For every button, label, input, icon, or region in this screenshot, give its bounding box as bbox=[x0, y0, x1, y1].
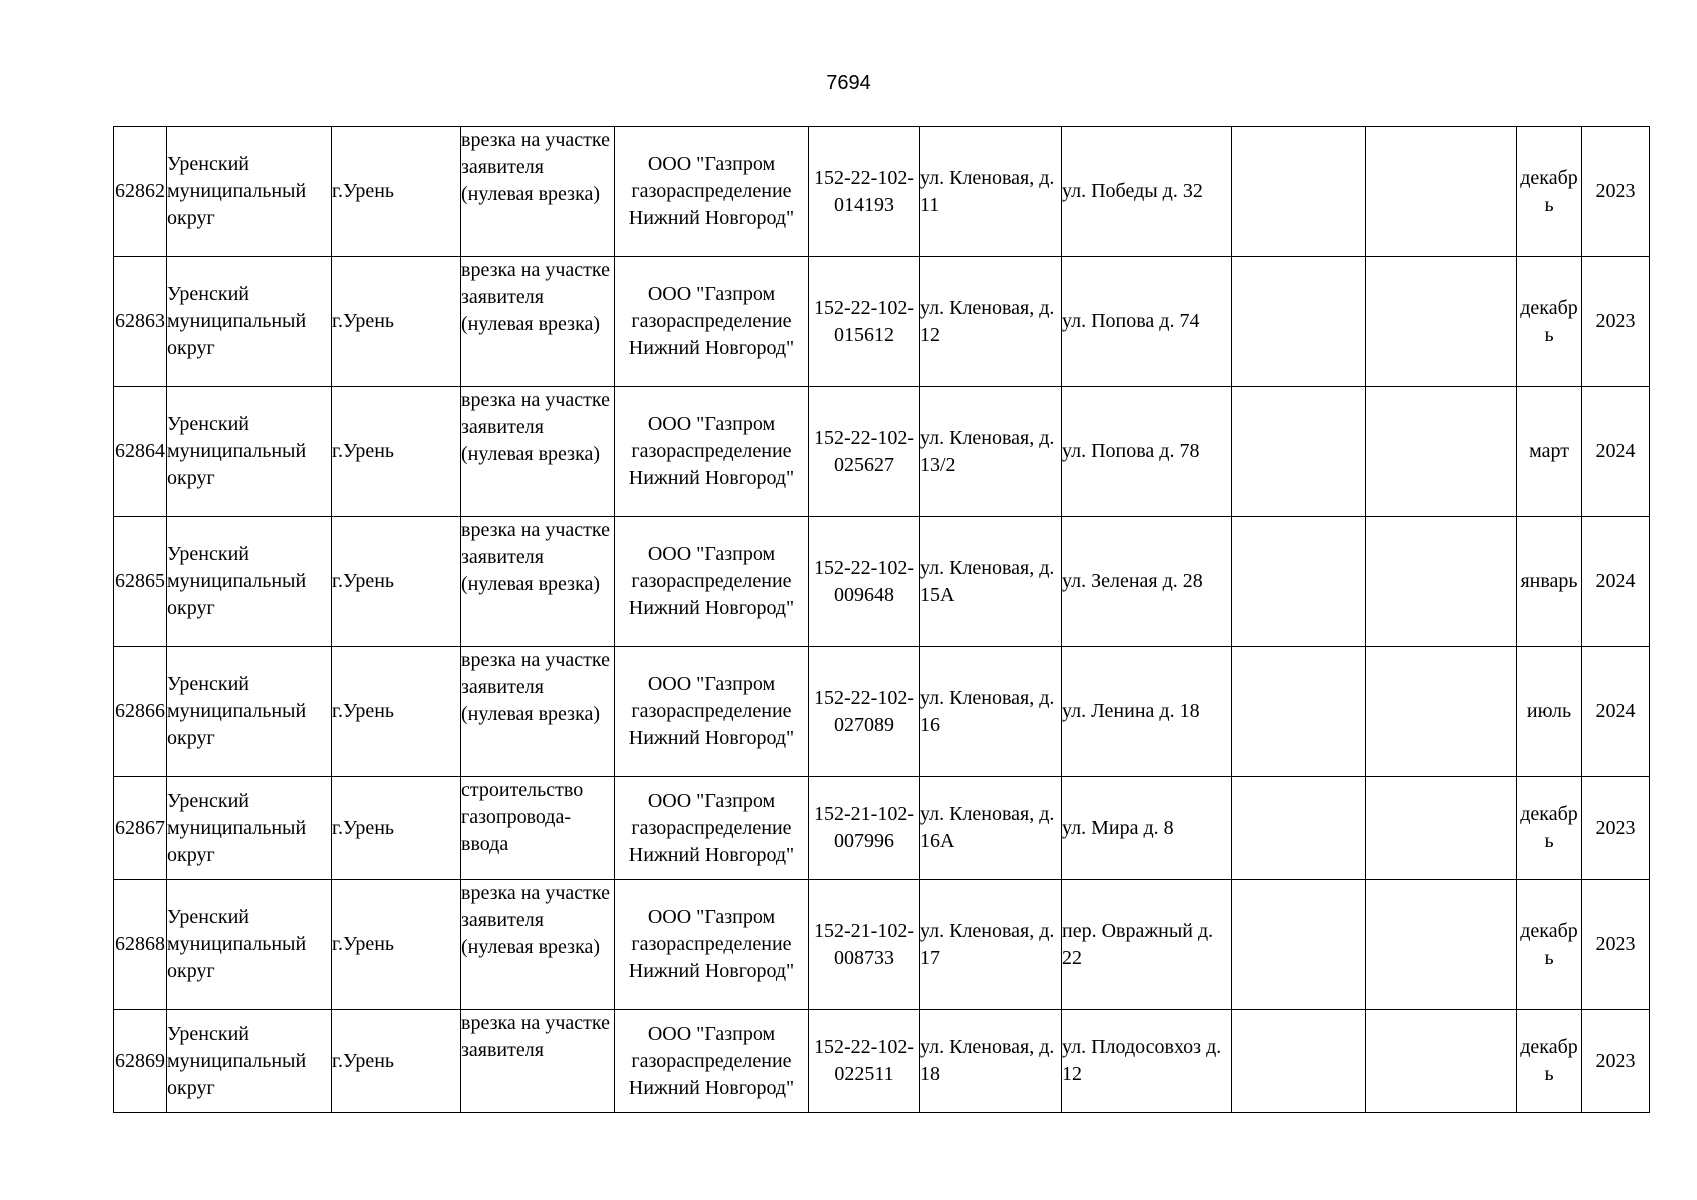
year-cell bbox=[1582, 257, 1650, 387]
empty-cell bbox=[1232, 647, 1366, 777]
row-number-text: 62866 bbox=[115, 700, 165, 722]
connection-address-text: ул. Попова д. 74 bbox=[1062, 310, 1200, 332]
connection-address-cell bbox=[1062, 517, 1232, 647]
empty-cell bbox=[1232, 777, 1366, 880]
application-code-text: 152-22-102-015612 bbox=[814, 296, 914, 346]
table-row bbox=[114, 257, 1650, 387]
application-code-cell bbox=[809, 517, 920, 647]
city-text: г.Урень bbox=[332, 570, 395, 592]
row-number-text: 62865 bbox=[115, 570, 165, 592]
district-text: Уренский муниципальный округ bbox=[167, 673, 307, 749]
empty-cell bbox=[1366, 777, 1517, 880]
empty-cell bbox=[1366, 1010, 1517, 1113]
row-number-text: 62863 bbox=[115, 310, 165, 332]
object-address-text: ул. Кленовая, д. 18 bbox=[920, 1036, 1055, 1085]
month-text: декабрь bbox=[1520, 296, 1578, 346]
table-row bbox=[114, 387, 1650, 517]
organization-cell bbox=[615, 647, 809, 777]
work-type-cell bbox=[461, 647, 615, 777]
object-address-cell bbox=[920, 257, 1062, 387]
object-address-cell bbox=[920, 777, 1062, 880]
application-code-text: 152-22-102-014193 bbox=[814, 166, 914, 216]
month-text: июль bbox=[1526, 700, 1572, 722]
month-text: декабрь bbox=[1520, 803, 1578, 852]
connection-address-cell bbox=[1062, 127, 1232, 257]
district-text: Уренский муниципальный округ bbox=[167, 283, 307, 359]
object-address-text: ул. Кленовая, д. 16 bbox=[920, 686, 1055, 736]
row-number-cell bbox=[114, 387, 167, 517]
application-code-cell bbox=[809, 127, 920, 257]
district-text: Уренский муниципальный округ bbox=[167, 543, 307, 619]
object-address-cell bbox=[920, 880, 1062, 1010]
city-text: г.Урень bbox=[332, 1049, 395, 1072]
empty-cell bbox=[1366, 257, 1517, 387]
organization-cell bbox=[615, 1010, 809, 1113]
work-type-text: врезка на участке заявителя (нулевая врезка) bbox=[461, 389, 610, 465]
month-cell bbox=[1517, 127, 1582, 257]
month-text: март bbox=[1529, 440, 1569, 462]
object-address-text: ул. Кленовая, д. 13/2 bbox=[920, 426, 1055, 476]
organization-cell bbox=[615, 777, 809, 880]
empty-cell bbox=[1232, 257, 1366, 387]
district-text: Уренский муниципальный округ bbox=[167, 413, 307, 489]
year-text: 2023 bbox=[1595, 816, 1636, 839]
row-number-text: 62862 bbox=[115, 180, 165, 202]
object-address-text: ул. Кленовая, д. 12 bbox=[920, 296, 1055, 346]
district-cell bbox=[167, 1010, 332, 1113]
table-row bbox=[114, 1010, 1650, 1113]
application-code-cell bbox=[809, 880, 920, 1010]
organization-text: ООО "Газпром газораспределение Нижний Новгород" bbox=[628, 543, 795, 619]
month-text: декабрь bbox=[1520, 166, 1578, 216]
year-text: 2023 bbox=[1595, 933, 1636, 955]
work-type-text: врезка на участке заявителя (нулевая врезка) bbox=[461, 129, 610, 205]
district-cell bbox=[167, 880, 332, 1010]
table-row bbox=[114, 777, 1650, 880]
empty-cell bbox=[1366, 127, 1517, 257]
city-cell bbox=[332, 257, 461, 387]
empty-cell bbox=[1232, 387, 1366, 517]
city-cell bbox=[332, 1010, 461, 1113]
district-cell bbox=[167, 647, 332, 777]
month-cell bbox=[1517, 1010, 1582, 1113]
month-cell bbox=[1517, 647, 1582, 777]
object-address-text: ул. Кленовая, д. 17 bbox=[920, 919, 1055, 969]
organization-text: ООО "Газпром газораспределение Нижний Новгород" bbox=[628, 673, 795, 749]
application-code-cell bbox=[809, 1010, 920, 1113]
organization-cell bbox=[615, 257, 809, 387]
district-text: Уренский муниципальный округ bbox=[167, 789, 307, 866]
application-code-text: 152-21-102-008733 bbox=[814, 919, 914, 969]
district-cell bbox=[167, 127, 332, 257]
connection-address-cell bbox=[1062, 880, 1232, 1010]
connection-address-text: пер. Овражный д. 22 bbox=[1062, 919, 1214, 969]
connection-address-text: ул. Плодосовхоз д. 12 bbox=[1062, 1036, 1222, 1085]
organization-cell bbox=[615, 127, 809, 257]
city-text: г.Урень bbox=[332, 700, 395, 722]
district-cell bbox=[167, 517, 332, 647]
organization-cell bbox=[615, 517, 809, 647]
connection-address-text: ул. Попова д. 78 bbox=[1062, 440, 1200, 462]
work-type-text: врезка на участке заявителя (нулевая врезка) bbox=[461, 519, 610, 595]
work-type-cell bbox=[461, 880, 615, 1010]
application-code-text: 152-22-102-022511 bbox=[814, 1036, 914, 1085]
city-cell bbox=[332, 880, 461, 1010]
application-code-text: 152-21-102-007996 bbox=[814, 803, 914, 852]
row-number-cell bbox=[114, 1010, 167, 1113]
connection-address-cell bbox=[1062, 777, 1232, 880]
empty-cell bbox=[1366, 880, 1517, 1010]
city-cell bbox=[332, 777, 461, 880]
month-text: январь bbox=[1520, 570, 1578, 592]
connection-address-text: ул. Ленина д. 18 bbox=[1062, 700, 1200, 722]
organization-text: ООО "Газпром газораспределение Нижний Новгород" bbox=[628, 283, 795, 359]
work-type-text: врезка на участке заявителя (нулевая врезка) bbox=[461, 259, 610, 335]
city-text: г.Урень bbox=[332, 440, 395, 462]
year-cell bbox=[1582, 647, 1650, 777]
application-code-cell bbox=[809, 387, 920, 517]
object-address-cell bbox=[920, 387, 1062, 517]
application-code-text: 152-22-102-027089 bbox=[814, 686, 914, 736]
connection-address-cell bbox=[1062, 647, 1232, 777]
row-number-cell bbox=[114, 257, 167, 387]
year-text: 2024 bbox=[1595, 570, 1636, 592]
month-cell bbox=[1517, 880, 1582, 1010]
month-cell bbox=[1517, 517, 1582, 647]
organization-cell bbox=[615, 880, 809, 1010]
empty-cell bbox=[1232, 517, 1366, 647]
city-text: г.Урень bbox=[332, 180, 395, 202]
object-address-cell bbox=[920, 517, 1062, 647]
work-type-cell bbox=[461, 777, 615, 880]
month-text: декабрь bbox=[1520, 1036, 1578, 1085]
empty-cell bbox=[1232, 127, 1366, 257]
month-cell bbox=[1517, 257, 1582, 387]
table-body bbox=[114, 127, 1650, 1113]
object-address-cell bbox=[920, 1010, 1062, 1113]
object-address-text: ул. Кленовая, д. 15А bbox=[920, 556, 1055, 606]
table-row bbox=[114, 880, 1650, 1010]
empty-cell bbox=[1232, 880, 1366, 1010]
organization-text: ООО "Газпром газораспределение Нижний Новгород" bbox=[628, 413, 795, 489]
application-code-cell bbox=[809, 257, 920, 387]
gasification-table bbox=[113, 126, 1650, 1113]
district-text: Уренский муниципальный округ bbox=[167, 906, 307, 982]
table-row bbox=[114, 647, 1650, 777]
year-cell bbox=[1582, 777, 1650, 880]
object-address-text: ул. Кленовая, д. 16А bbox=[920, 803, 1055, 852]
district-cell bbox=[167, 257, 332, 387]
year-cell bbox=[1582, 1010, 1650, 1113]
month-cell bbox=[1517, 777, 1582, 880]
city-text: г.Урень bbox=[332, 816, 395, 839]
work-type-cell bbox=[461, 257, 615, 387]
organization-text: ООО "Газпром газораспределение Нижний Новгород" bbox=[628, 789, 795, 866]
row-number-cell bbox=[114, 647, 167, 777]
year-text: 2023 bbox=[1595, 180, 1636, 202]
page-number: 7694 bbox=[826, 72, 871, 94]
application-code-cell bbox=[809, 647, 920, 777]
empty-cell bbox=[1232, 1010, 1366, 1113]
row-number-cell bbox=[114, 127, 167, 257]
object-address-text: ул. Кленовая, д. 11 bbox=[920, 166, 1055, 216]
work-type-cell bbox=[461, 517, 615, 647]
row-number-text: 62867 bbox=[115, 816, 165, 839]
table-row bbox=[114, 517, 1650, 647]
district-text: Уренский муниципальный округ bbox=[167, 153, 307, 229]
row-number-cell bbox=[114, 517, 167, 647]
organization-text: ООО "Газпром газораспределение Нижний Новгород" bbox=[628, 1022, 795, 1099]
organization-text: ООО "Газпром газораспределение Нижний Новгород" bbox=[628, 906, 795, 982]
row-number-text: 62869 bbox=[115, 1049, 165, 1072]
empty-cell bbox=[1366, 517, 1517, 647]
city-cell bbox=[332, 387, 461, 517]
year-cell bbox=[1582, 880, 1650, 1010]
connection-address-text: ул. Мира д. 8 bbox=[1062, 816, 1174, 839]
connection-address-text: ул. Победы д. 32 bbox=[1062, 180, 1203, 202]
city-text: г.Урень bbox=[332, 933, 395, 955]
work-type-text: врезка на участке заявителя (нулевая врезка) bbox=[461, 882, 610, 958]
district-text: Уренский муниципальный округ bbox=[167, 1022, 307, 1099]
organization-text: ООО "Газпром газораспределение Нижний Новгород" bbox=[628, 153, 795, 229]
organization-cell bbox=[615, 387, 809, 517]
month-text: декабрь bbox=[1520, 919, 1578, 969]
year-cell bbox=[1582, 517, 1650, 647]
city-cell bbox=[332, 517, 461, 647]
work-type-text: строительство газопровода-ввода bbox=[461, 779, 584, 855]
month-cell bbox=[1517, 387, 1582, 517]
connection-address-cell bbox=[1062, 1010, 1232, 1113]
row-number-cell bbox=[114, 880, 167, 1010]
row-number-text: 62868 bbox=[115, 933, 165, 955]
row-number-cell bbox=[114, 777, 167, 880]
year-text: 2023 bbox=[1595, 310, 1636, 332]
row-number-text: 62864 bbox=[115, 440, 165, 462]
city-text: г.Урень bbox=[332, 310, 395, 332]
city-cell bbox=[332, 127, 461, 257]
connection-address-cell bbox=[1062, 387, 1232, 517]
application-code-cell bbox=[809, 777, 920, 880]
year-cell bbox=[1582, 127, 1650, 257]
application-code-text: 152-22-102-009648 bbox=[814, 556, 914, 606]
year-text: 2024 bbox=[1595, 440, 1636, 462]
district-cell bbox=[167, 777, 332, 880]
work-type-text: врезка на участке заявителя bbox=[461, 1012, 610, 1061]
work-type-cell bbox=[461, 1010, 615, 1113]
object-address-cell bbox=[920, 647, 1062, 777]
year-text: 2023 bbox=[1595, 1049, 1636, 1072]
table-row bbox=[114, 127, 1650, 257]
connection-address-cell bbox=[1062, 257, 1232, 387]
object-address-cell bbox=[920, 127, 1062, 257]
city-cell bbox=[332, 647, 461, 777]
district-cell bbox=[167, 387, 332, 517]
connection-address-text: ул. Зеленая д. 28 bbox=[1062, 570, 1203, 592]
work-type-cell bbox=[461, 387, 615, 517]
work-type-cell bbox=[461, 127, 615, 257]
empty-cell bbox=[1366, 387, 1517, 517]
year-text: 2024 bbox=[1595, 700, 1636, 722]
empty-cell bbox=[1366, 647, 1517, 777]
application-code-text: 152-22-102-025627 bbox=[814, 426, 914, 476]
work-type-text: врезка на участке заявителя (нулевая врезка) bbox=[461, 649, 610, 725]
year-cell bbox=[1582, 387, 1650, 517]
